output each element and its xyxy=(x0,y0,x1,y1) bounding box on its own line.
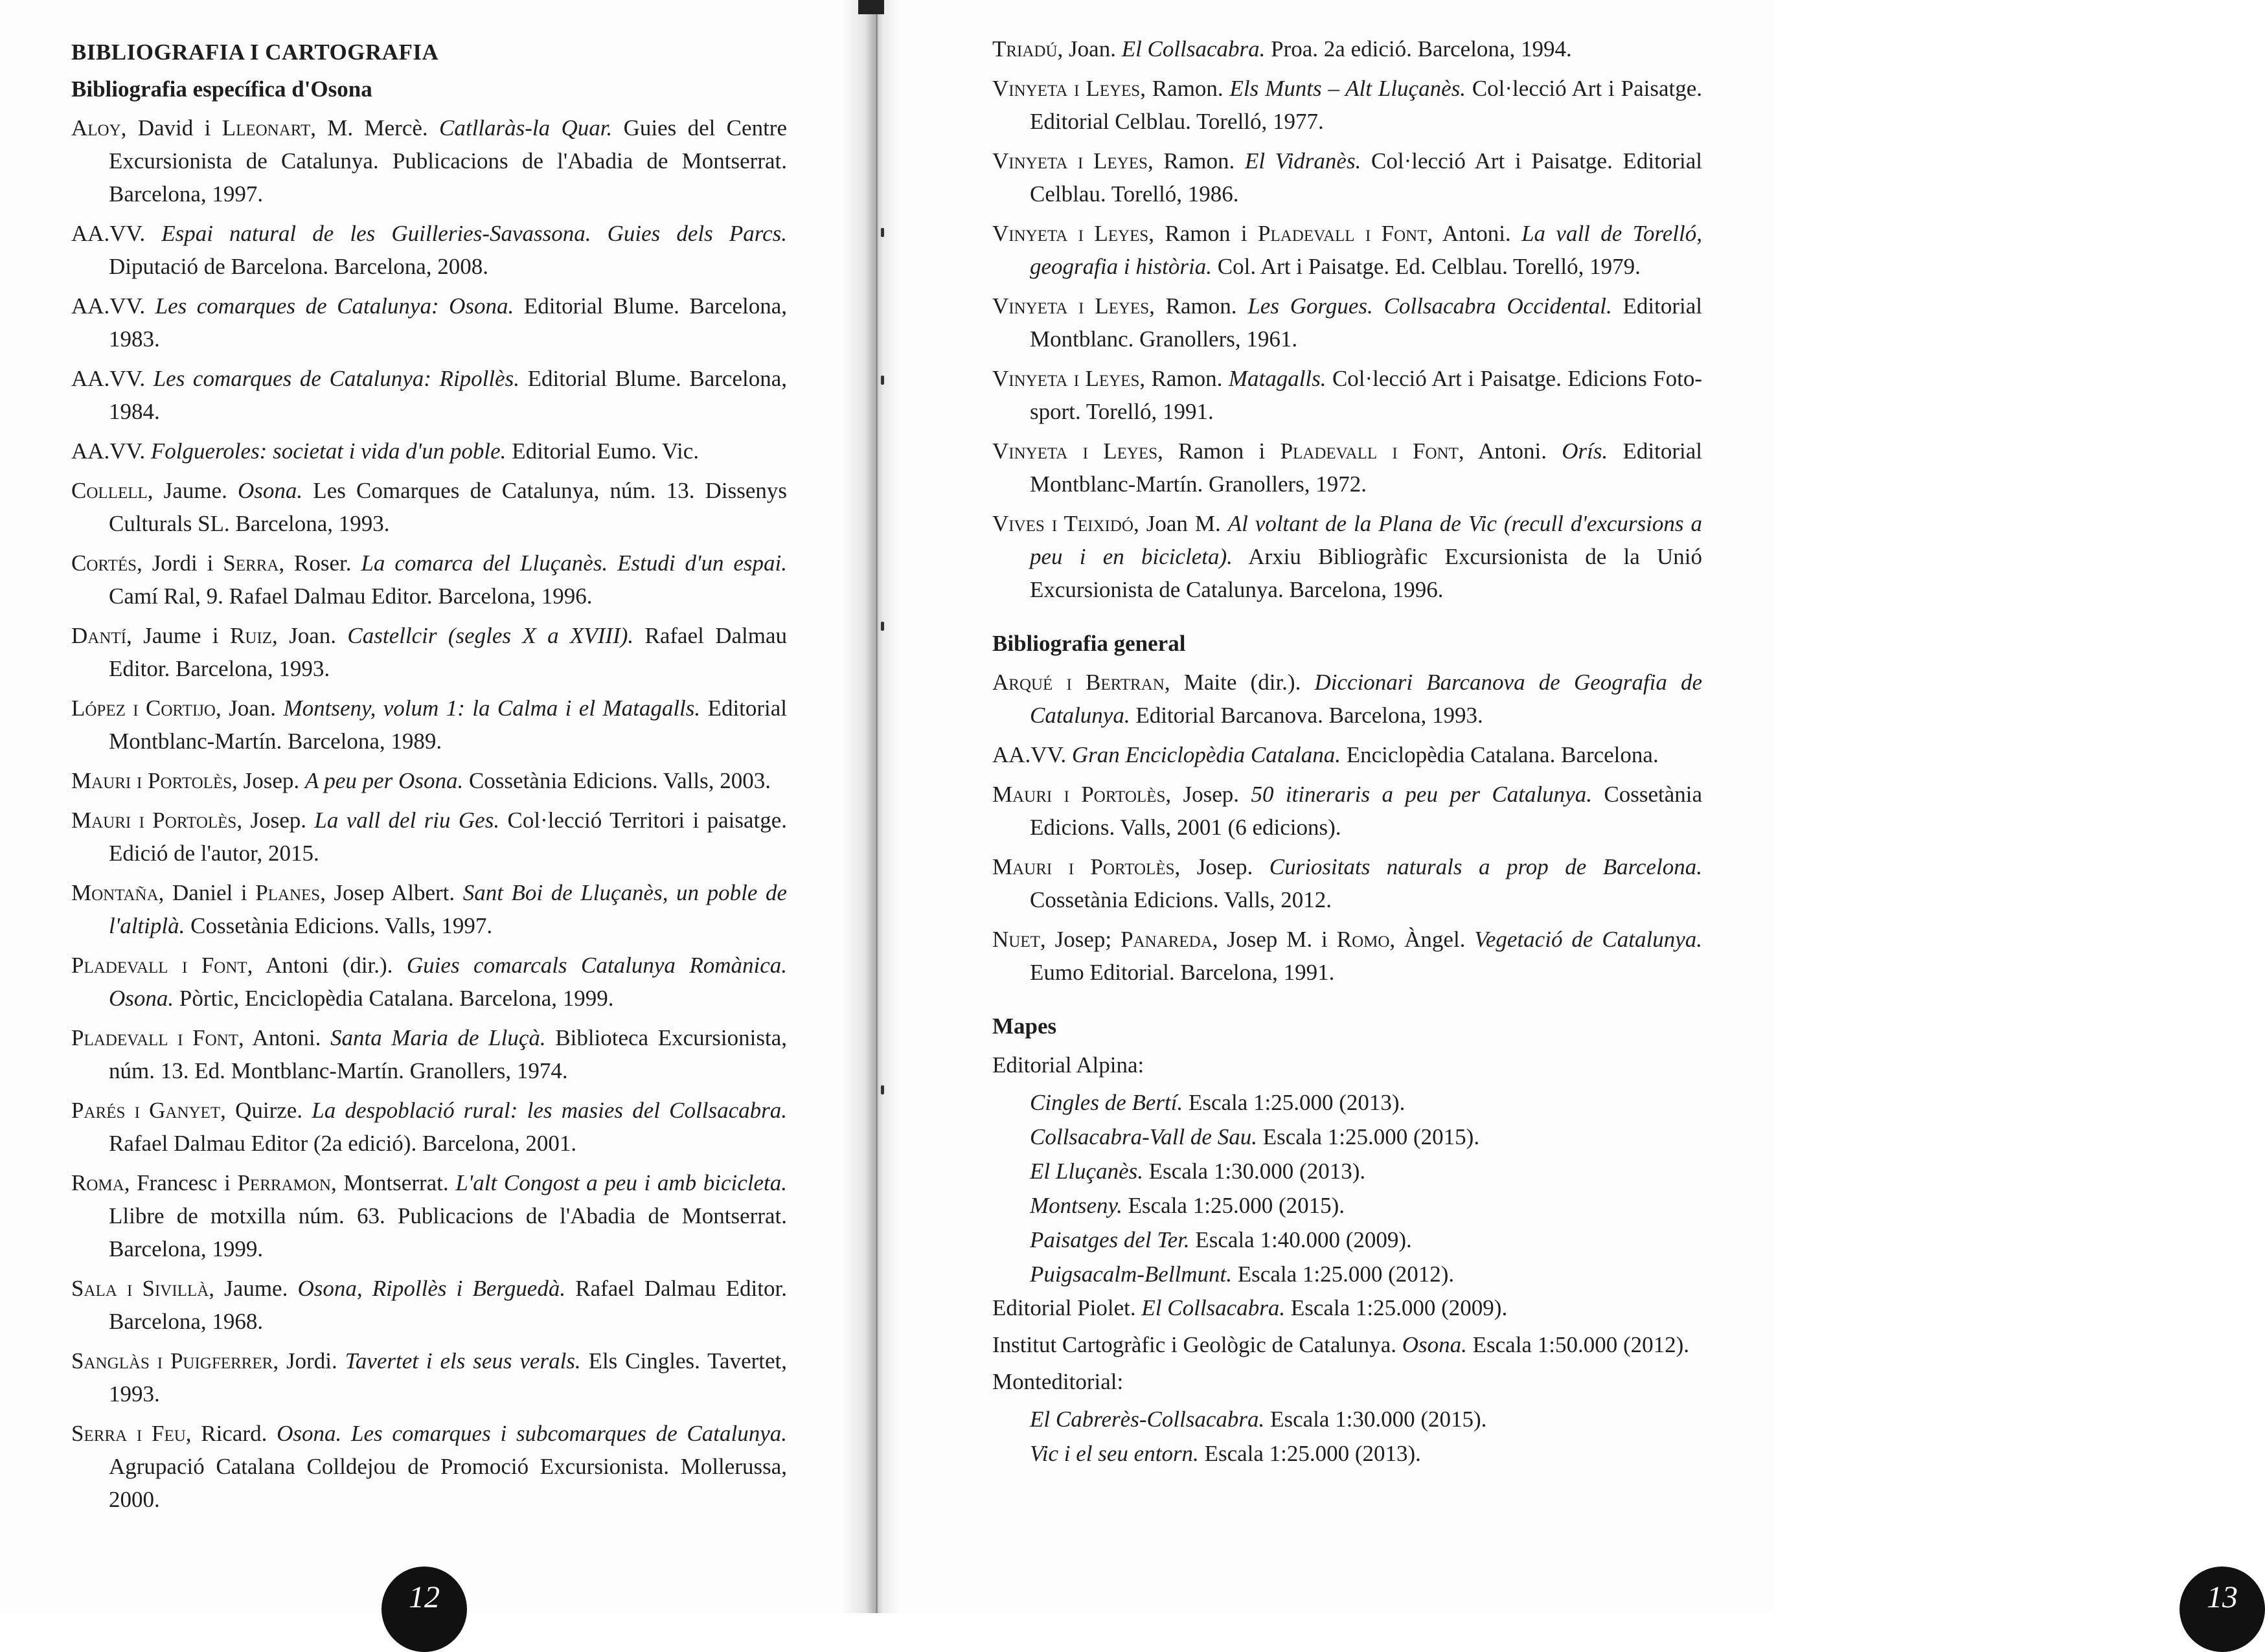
bibliography-entry xyxy=(71,949,787,1015)
map-publisher: Monteditorial: xyxy=(992,1369,1124,1394)
author-name: Vinyeta i Leyes xyxy=(992,438,1158,464)
work-title: La vall del riu Ges. xyxy=(314,808,500,833)
publication-details: Editorial Montblanc-Martín. Granollers, 1972. xyxy=(1030,438,1703,497)
publication-details: Agrupació Catalana Colldejou de Promoció Excursionista. Mollerussa, 2000. xyxy=(109,1454,787,1512)
work-title: Vegetació de Catalunya. xyxy=(1474,927,1702,952)
map-scale: Escala 1:50.000 (2012). xyxy=(1466,1332,1690,1357)
right-page-content xyxy=(871,0,1773,1613)
map-scale: Escala 1:25.000 (2012). xyxy=(1232,1262,1455,1287)
map-title: Paisatges del Ter. xyxy=(1030,1227,1190,1252)
author-connector: , Ramon. xyxy=(1140,76,1230,101)
map-item xyxy=(992,1154,1702,1188)
publication-details: Editorial Montblanc-Martín. Barcelona, 1989. xyxy=(109,696,788,754)
map-items-alpina xyxy=(992,1085,1702,1291)
publication-details: Col·lecció Art i Paisatge. Editorial Celblau. Torelló, 1977. xyxy=(1030,76,1702,134)
author-name: Montaña xyxy=(71,880,159,905)
publication-details: Biblioteca Excursionista, núm. 13. Ed. Montblanc-Martín. Granollers, 1974. xyxy=(109,1025,787,1083)
bibliography-entry xyxy=(992,362,1702,428)
author-connector: , Jordi i xyxy=(137,550,223,576)
work-title: Les comarques de Catalunya: Ripollès. xyxy=(153,366,520,391)
map-scale: Escala 1:25.000 (2013). xyxy=(1198,1441,1421,1466)
map-item xyxy=(992,1257,1702,1291)
work-title: Les Gorgues. Collsacabra Occidental. xyxy=(1247,293,1612,319)
publication-details: Rafael Dalmau Editor. Barcelona, 1993. xyxy=(109,623,788,681)
author-name: AA.VV. xyxy=(71,438,151,464)
author-name: Collell xyxy=(71,478,148,503)
publication-details: Col. Art i Paisatge. Ed. Celblau. Torelló, 1979. xyxy=(1212,254,1641,279)
bibliography-entry xyxy=(71,804,787,870)
work-title: La despoblació rural: les masies del Collsacabra. xyxy=(312,1098,787,1123)
bibliography-entry xyxy=(992,72,1702,138)
map-item xyxy=(992,1120,1702,1154)
author-connector: , Jaume. xyxy=(209,1276,298,1301)
author-name: Arqué i Bertran xyxy=(992,670,1165,695)
author-name: Serra xyxy=(223,550,279,576)
author-name: Sala i Sivillà xyxy=(71,1276,209,1301)
work-title: Osona, Ripollès i Berguedà. xyxy=(297,1276,566,1301)
work-title: Gran Enciclopèdia Catalana. xyxy=(1071,742,1341,767)
map-title: Vic i el seu entorn. xyxy=(1030,1441,1199,1466)
bibliography-entry xyxy=(992,217,1702,283)
map-item xyxy=(992,1402,1702,1436)
author-connector: , Maite (dir.). xyxy=(1164,670,1315,695)
author-name: Parés i Ganyet xyxy=(71,1098,221,1123)
work-title: Les comarques de Catalunya: Osona. xyxy=(155,293,514,319)
map-entry-icgc xyxy=(992,1328,1702,1361)
publication-details: Rafael Dalmau Editor (2a edició). Barcelona, 2001. xyxy=(109,1131,577,1156)
author-name: Vinyeta i Leyes xyxy=(992,76,1141,101)
map-title: El Cabrerès-Collsacabra. xyxy=(1030,1407,1265,1432)
map-items-monteditorial xyxy=(992,1402,1702,1471)
publication-details: Pòrtic, Enciclopèdia Catalana. Barcelona, 1999. xyxy=(174,986,614,1011)
work-title: Guies comarcals Catalunya Romànica. Osona. xyxy=(109,953,787,1011)
map-item xyxy=(992,1436,1702,1471)
author-connector: , Francesc i xyxy=(124,1170,238,1195)
publication-details: Cossetània Edicions. Valls, 2001 (6 edicions). xyxy=(1030,782,1703,840)
author-connector: , Ramon. xyxy=(1149,293,1248,319)
author-name: Sanglàs i Puigferrer xyxy=(71,1348,273,1374)
map-scale: Escala 1:30.000 (2015). xyxy=(1264,1407,1487,1432)
map-scale: Escala 1:40.000 (2009). xyxy=(1189,1227,1412,1252)
section-heading-maps: Mapes xyxy=(992,1013,1057,1039)
author-name: Mauri i Portolès xyxy=(71,768,233,793)
right-page xyxy=(871,0,2238,1614)
author-name: Ruiz xyxy=(230,623,272,648)
work-title: 50 itineraris a peu per Catalunya. xyxy=(1251,782,1592,807)
bibliography-entry xyxy=(992,289,1702,356)
author-connector: , Antoni. xyxy=(238,1025,331,1050)
author-name: López i Cortijo xyxy=(71,696,216,721)
work-title: El Collsacabra. xyxy=(1121,36,1266,62)
author-name: Perramon xyxy=(237,1170,331,1195)
main-heading: BIBLIOGRAFIA I CARTOGRAFIA xyxy=(71,40,439,65)
author-name: Vinyeta i Leyes xyxy=(992,221,1149,246)
bibliography-entry xyxy=(71,619,787,685)
publication-details: Editorial Eumo. Vic. xyxy=(506,438,700,464)
page-number: 12 xyxy=(381,1567,467,1652)
author-connector: , Ramon i xyxy=(1148,221,1258,246)
work-title: Espai natural de les Guilleries-Savassona. Guies dels Parcs. xyxy=(161,221,787,246)
work-title: La comarca del Lluçanès. Estudi d'un espai. xyxy=(361,550,787,576)
map-title: Collsacabra-Vall de Sau. xyxy=(1030,1124,1257,1149)
work-title: Sant Boi de Lluçanès, un poble de l'altiplà. xyxy=(109,880,787,938)
bibliography-entry xyxy=(71,1166,787,1265)
author-name: Vinyeta i Leyes xyxy=(992,148,1148,174)
publication-details: Camí Ral, 9. Rafael Dalmau Editor. Barcelona, 1996. xyxy=(109,583,593,609)
author-name: Serra i Feu xyxy=(71,1421,186,1446)
author-connector: , Quirze. xyxy=(220,1098,312,1123)
author-connector: , Antoni. xyxy=(1427,221,1522,246)
author-connector: , Ricard. xyxy=(185,1421,277,1446)
publication-details: Eumo Editorial. Barcelona, 1991. xyxy=(1030,960,1335,985)
author-name: AA.VV. xyxy=(71,366,154,391)
map-item xyxy=(992,1188,1702,1223)
author-name: Pladevall i Font xyxy=(1258,221,1428,246)
author-name: Lleonart xyxy=(222,115,311,141)
bibliography-entry xyxy=(992,666,1702,732)
map-title: El Collsacabra. xyxy=(1141,1295,1286,1320)
publication-details: Les Comarques de Catalunya, núm. 13. Dissenys Culturals SL. Barcelona, 1993. xyxy=(109,478,787,536)
author-name: Pladevall i Font xyxy=(71,1025,238,1050)
work-title: La vall de Torelló, geografia i història. xyxy=(1030,221,1703,279)
publication-details: Enciclopèdia Catalana. Barcelona. xyxy=(1340,742,1659,767)
author-name: Pladevall i Font xyxy=(71,953,247,978)
bibliography-entry xyxy=(71,217,787,283)
author-name: Panareda xyxy=(1121,927,1212,952)
section-heading-osona: Bibliografia específica d'Osona xyxy=(71,76,372,102)
publication-details: Editorial Barcanova. Barcelona, 1993. xyxy=(1130,703,1483,728)
author-connector: , Joan. xyxy=(215,696,284,721)
bibliography-entry xyxy=(71,474,787,540)
bibliography-entry xyxy=(992,850,1702,916)
bibliography-entry xyxy=(71,764,787,797)
author-name: Vives i Teixidó xyxy=(992,511,1133,536)
author-name: Aloy xyxy=(71,115,121,141)
author-connector: , Joan. xyxy=(1057,36,1122,62)
bibliography-entry xyxy=(71,1272,787,1338)
author-name: Romo xyxy=(1336,927,1390,952)
map-publisher: Institut Cartogràfic i Geològic de Catalunya. xyxy=(992,1332,1402,1357)
author-name: AA.VV. xyxy=(71,293,155,319)
author-name: Roma xyxy=(71,1170,124,1195)
maps-list xyxy=(992,1048,1702,1471)
bibliography-entry xyxy=(992,435,1702,501)
author-name: Pladevall i Font xyxy=(1280,438,1459,464)
publication-details: Els Cingles. Tavertet, 1993. xyxy=(109,1348,788,1407)
work-title: Tavertet i els seus verals. xyxy=(345,1348,581,1374)
work-title: Els Munts – Alt Lluçanès. xyxy=(1229,76,1466,101)
publication-details: Editorial Blume. Barcelona, 1983. xyxy=(109,293,788,352)
work-title: Osona. xyxy=(238,478,303,503)
author-name: Nuet xyxy=(992,927,1040,952)
author-connector: , Joan. xyxy=(272,623,348,648)
map-scale: Escala 1:25.000 (2013). xyxy=(1183,1090,1406,1115)
work-title: A peu per Osona. xyxy=(304,768,464,793)
author-name: Vinyeta i Leyes xyxy=(992,293,1150,319)
bibliography-entry xyxy=(71,692,787,758)
author-name: Vinyeta i Leyes xyxy=(992,366,1140,391)
bibliography-list-osona xyxy=(71,111,787,1516)
map-scale: Escala 1:25.000 (2015). xyxy=(1122,1193,1345,1218)
publication-details: Arxiu Bibliogràfic Excursionista de la Unió Excursionista de Catalunya. Barcelona, 1996. xyxy=(1030,544,1703,602)
bibliography-entry xyxy=(71,289,787,356)
bibliography-entry xyxy=(992,778,1702,844)
map-title: El Lluçanès. xyxy=(1030,1159,1143,1184)
publication-details: Cossetània Edicions. Valls, 2003. xyxy=(463,768,771,793)
work-title: Al voltant de la Plana de Vic (recull d'excursions a peu i en bicicleta). xyxy=(1030,511,1702,569)
author-connector: , Jordi. xyxy=(273,1348,345,1374)
author-connector: , Antoni. xyxy=(1458,438,1562,464)
map-entry-piolet xyxy=(992,1291,1702,1324)
map-title: Montseny. xyxy=(1030,1193,1122,1218)
author-name: Dantí xyxy=(71,623,126,648)
author-connector: , Jaume. xyxy=(147,478,238,503)
bibliography-entry xyxy=(992,144,1702,210)
author-connector: , Joan M. xyxy=(1133,511,1228,536)
work-title: L'alt Congost a peu i amb bicicleta. xyxy=(455,1170,788,1195)
map-item xyxy=(992,1223,1702,1257)
work-title: Diccionari Barcanova de Geografia de Catalunya. xyxy=(1030,670,1703,728)
author-connector: , Josep M. i xyxy=(1212,927,1337,952)
author-connector: , Ramon. xyxy=(1147,148,1245,174)
bibliography-entry xyxy=(71,1344,787,1410)
author-connector: , David i xyxy=(120,115,222,141)
map-title: Osona. xyxy=(1402,1332,1467,1357)
author-connector: , Josep. xyxy=(236,808,315,833)
map-scale: Escala 1:25.000 (2015). xyxy=(1257,1124,1480,1149)
left-page xyxy=(0,0,871,1613)
author-name: AA.VV. xyxy=(992,742,1072,767)
work-title: Montseny, volum 1: la Calma i el Matagalls. xyxy=(283,696,701,721)
work-title: Catllaràs-la Quar. xyxy=(439,115,613,141)
publication-details: Col·lecció Art i Paisatge. Edicions Foto-sport. Torelló, 1991. xyxy=(1030,366,1702,424)
bibliography-entry xyxy=(71,876,787,942)
bibliography-entry xyxy=(71,362,787,428)
map-publisher: Editorial Piolet. xyxy=(992,1295,1142,1320)
author-connector: , Ramon i xyxy=(1157,438,1280,464)
author-name: Cortés xyxy=(71,550,137,576)
left-page-content xyxy=(0,0,871,1613)
bibliography-entry xyxy=(992,738,1702,771)
bibliography-entry xyxy=(992,32,1702,65)
publication-details: Col·lecció Art i Paisatge. Editorial Celblau. Torelló, 1986. xyxy=(1030,148,1702,207)
work-title: Santa Maria de Lluçà. xyxy=(330,1025,546,1050)
work-title: Castellcir (segles X a XVIII). xyxy=(347,623,634,648)
work-title: El Vidranès. xyxy=(1244,148,1361,174)
author-connector: , Josep. xyxy=(1165,782,1251,807)
author-connector: , Àngel. xyxy=(1389,927,1475,952)
author-connector: , Josep; xyxy=(1040,927,1121,952)
bibliography-entry xyxy=(992,923,1702,989)
author-connector: , Josep. xyxy=(1174,854,1269,879)
bibliography-entry xyxy=(71,111,787,210)
work-title: Curiositats naturals a prop de Barcelona. xyxy=(1269,854,1702,879)
map-publisher: Editorial Alpina: xyxy=(992,1052,1144,1078)
author-name: Triadú xyxy=(992,36,1058,62)
author-name: Mauri i Portolès xyxy=(71,808,237,833)
author-connector: , Montserrat. xyxy=(330,1170,456,1195)
map-title: Puigsacalm-Bellmunt. xyxy=(1030,1262,1233,1287)
publication-details: Proa. 2a edició. Barcelona, 1994. xyxy=(1265,36,1572,62)
publication-details: Col·lecció Territori i paisatge. Edició de l'autor, 2015. xyxy=(109,808,787,866)
bibliography-entry xyxy=(71,1094,787,1160)
bibliography-entry xyxy=(71,547,787,613)
publication-details: Cossetània Edicions. Valls, 2012. xyxy=(1030,887,1332,912)
author-connector: , Josep. xyxy=(232,768,305,793)
author-name: Mauri i Portolès xyxy=(992,854,1175,879)
publication-details: Rafael Dalmau Editor. Barcelona, 1968. xyxy=(109,1276,787,1334)
map-scale: Escala 1:25.000 (2009). xyxy=(1285,1295,1508,1320)
bibliography-entry xyxy=(71,435,787,468)
publication-details: Editorial Blume. Barcelona, 1984. xyxy=(109,366,787,424)
bibliography-entry xyxy=(992,507,1702,606)
page-number: 13 xyxy=(2180,1567,2265,1652)
work-title: Matagalls. xyxy=(1228,366,1326,391)
author-name: Mauri i Portolès xyxy=(992,782,1166,807)
bibliography-list-general xyxy=(992,666,1702,989)
publication-details: Llibre de motxilla núm. 63. Publicacions de l'Abadia de Montserrat. Barcelona, 1999. xyxy=(109,1203,787,1262)
publication-details: Diputació de Barcelona. Barcelona, 2008. xyxy=(109,254,489,279)
publication-details: Cossetània Edicions. Valls, 1997. xyxy=(185,913,493,938)
author-connector: , Ramon. xyxy=(1139,366,1229,391)
author-connector: , Josep Albert. xyxy=(320,880,463,905)
map-scale: Escala 1:30.000 (2013). xyxy=(1143,1159,1366,1184)
author-connector: , Roser. xyxy=(279,550,361,576)
author-name: AA.VV. xyxy=(71,221,162,246)
author-connector: , Daniel i xyxy=(158,880,256,905)
map-item xyxy=(992,1085,1702,1120)
work-title: Osona. Les comarques i subcomarques de Catalunya. xyxy=(277,1421,787,1446)
publication-details: Editorial Montblanc. Granollers, 1961. xyxy=(1030,293,1703,352)
author-name: Planes xyxy=(255,880,321,905)
work-title: Orís. xyxy=(1562,438,1608,464)
section-heading-general: Bibliografia general xyxy=(992,631,1186,656)
publication-details: Guies del Centre Excursionista de Catalunya. Publicacions de l'Abadia de Montserrat. Barcelona, 1997. xyxy=(109,115,787,207)
author-connector: , Jaume i xyxy=(126,623,230,648)
bibliography-entry xyxy=(71,1021,787,1087)
author-connector: , Antoni (dir.). xyxy=(247,953,407,978)
work-title: Folgueroles: societat i vida d'un poble. xyxy=(150,438,506,464)
bibliography-list-osona-continued xyxy=(992,32,1702,606)
bibliography-entry xyxy=(71,1417,787,1516)
map-title: Cingles de Bertí. xyxy=(1030,1090,1183,1115)
author-connector: , M. Mercè. xyxy=(310,115,439,141)
